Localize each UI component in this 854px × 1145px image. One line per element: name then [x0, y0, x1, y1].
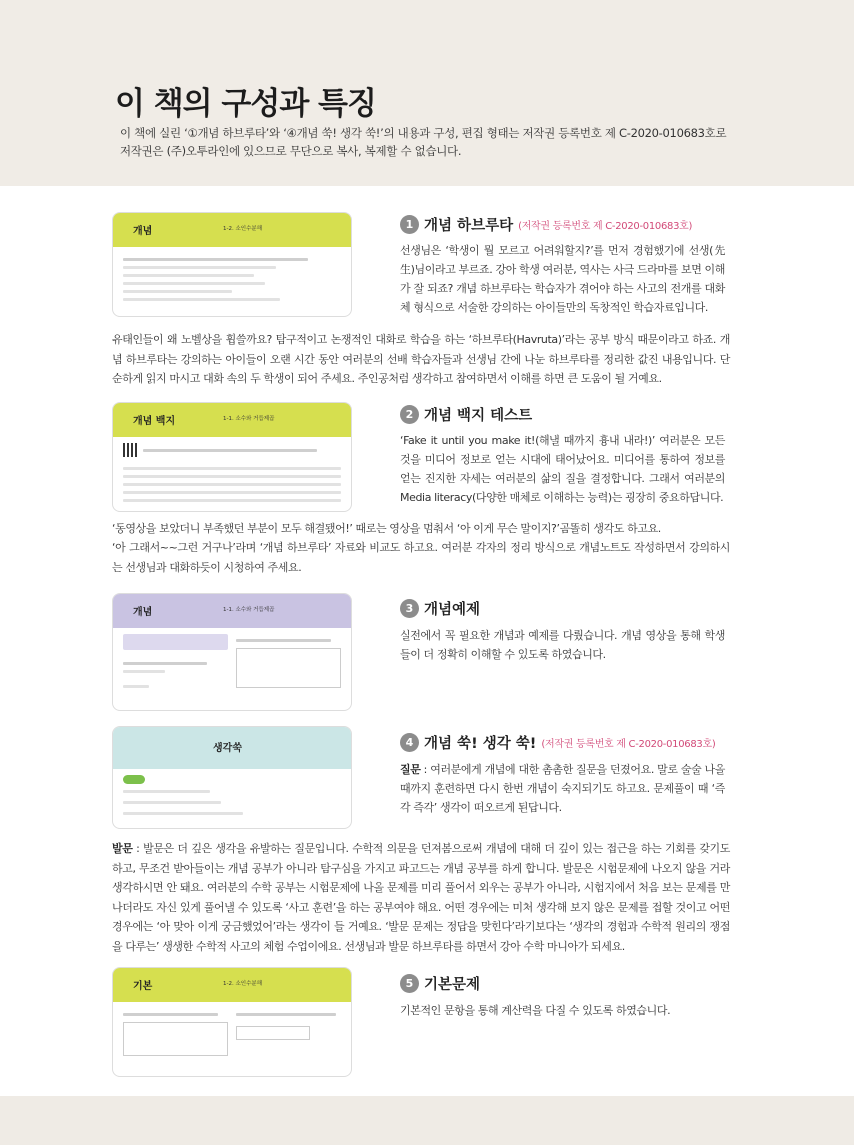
section-2-title: 개념 백지 테스트: [424, 408, 533, 424]
thumbnail-habruta: [112, 212, 352, 317]
thumbnail-concept-thought: [112, 726, 352, 829]
section-3-heading: [400, 598, 480, 619]
thumbnail-blank-test: [112, 402, 352, 512]
number-4-badge: 4: [400, 733, 419, 752]
number-5-badge: 5: [400, 974, 419, 993]
page-title: 이 책의 구성과 특징: [115, 86, 376, 122]
section-4-detail-text: : 발문은 더 깊은 생각을 유발하는 질문입니다. 수학적 의문을 던져봄으로써 개념에 대해 더 깊이 있는 접근을 하는 기회를 갖기도 하고, 무조건 받아들이는 개념 공부가 아니라 탐구심을 가지고 파고드는 개념 공부를 하게 합니다. 발문은 시험문제에 나오지 않을 거라 생각하시면 안 돼요. 여러분의 수학 공부는 시험문제에 나올 문제를 미리 풀어서 외우는 공부가 아니라, 시험지에서 처음 보는 문제를 만나더라도 자신 있게 풀어낼 수 있도록 ‘사고 훈련’을 하는 공부여야 해요. 어떤 경우에는 미처 생각해 보지 않은 문제를 접할 것이고 어떤 경우에는 ‘아 맞아 이게 궁금했었어’라는 생각이 들 거예요. ‘발문 문제는 정답을 맞힌다’라기보다는 ‘생각의 경험과 수학적 원리의 쟁점을 다루는’ 생생한 수학적 사고의 체험 수업이에요. 선생님과 발문 하브루타를 하면서 강아 수학 마니아가 되세요.: [112, 842, 730, 953]
green-badge: [123, 775, 145, 784]
thumb-unit: 1-1. 소수와 거듭제곱: [223, 607, 275, 613]
copyright-note: (저작권 등록번호 제 C-2020-010683호): [518, 221, 693, 232]
thumb-tag: 개념: [133, 226, 153, 237]
section-5-title: 기본문제: [424, 977, 481, 993]
thumbnail-example: [112, 593, 352, 711]
section-5-description: 기본적인 문항을 통해 계산력을 다질 수 있도록 하였습니다.: [400, 1004, 671, 1017]
section-4-description: [400, 760, 725, 817]
thumb-tag: 개념: [133, 607, 153, 618]
intro-text: 이 책에 실린 ‘①개념 하브루타’와 ‘④개념 쑥! 생각 쑥!’의 내용과 구성, 편집 형태는 저작권 등록번호 제 C-2020-010683호로 저작권은 (주)오투라인에 있으므로 무단으로 복사, 복제할 수 없습니다.: [120, 126, 727, 158]
section-5-heading: [400, 973, 480, 994]
number-1-badge: 1: [400, 215, 419, 234]
section-1-description: 선생님은 ‘학생이 뭘 모르고 어려워할지?’를 먼저 경험했기에 선생(先生)님이라고 부르죠. 강아 학생 여러분, 역사는 사극 드라마를 보면 이해가 잘 되죠? 개념 하브루타는 학습자가 겪어야 하는 사고의 전개를 대화체 형식으로 서술한 강의하는 아이들만의 독창적인 학습자료입니다.: [400, 244, 725, 314]
section-2-detail-2: ‘아 그래서~~그런 거구나’라며 ‘개념 하브루타’ 자료와 비교도 하고요. 여러분 각자의 정리 방식으로 개념노트도 작성하면서 강의하시는 선생님과 대화하듯이 시청하여 주세요.: [112, 541, 730, 574]
section-1-detail: 유태인들이 왜 노벨상을 휩쓸까요? 탐구적이고 논쟁적인 대화로 학습을 하는 ‘하브루타(Havruta)’라는 공부 방식 때문이라고 하죠. 개념 하브루타는 강의하는 아이들이 오랜 시간 동안 여러분의 선배 학습자들과 선생님 간에 나눈 하브루타를 정리한 값진 내용입니다. 단순하게 읽지 마시고 대화 속의 두 학생이 되어 주세요. 주인공처럼 생각하고 참여하면서 이해를 하면 큰 도움이 될 거예요.: [112, 333, 730, 385]
keyword-question: 질문: [400, 763, 421, 776]
section-4-title: 개념 쑥! 생각 쑥!: [424, 736, 537, 752]
footer-band: [0, 1096, 854, 1145]
section-4-description-text: : 여러분에게 개념에 대한 촘촘한 질문을 던졌어요. 말로 술술 나올 때까지 훈련하면 다시 한번 개념이 숙지되기도 하고요. 문제풀이 때 ‘즉각 즉각’ 생각이 떠오르게 된답니다.: [400, 763, 725, 814]
section-2-detail-1: ‘동영상을 보았더니 부족했던 부분이 모두 해결됐어!’ 때로는 영상을 멈춰서 ‘아 이게 무슨 말이지?’곰똘히 생각도 하고요.: [112, 522, 661, 535]
keyword-prompt: 발문: [112, 842, 133, 855]
section-3-description: 실전에서 꼭 필요한 개념과 예제를 다뤘습니다. 개념 영상을 통해 학생들이 더 정확히 이해할 수 있도록 하였습니다.: [400, 629, 725, 661]
section-2-description: ‘Fake it until you make it!(해낼 때까지 흉내 내라!)’ 여러분은 모든 것을 미디어 정보로 얻는 시대에 태어났어요. 미디어를 통하여 정보를 얻는 진지한 자세는 여러분의 삶의 질을 결정합니다. 그래서 여러분의 Media literacy(다양한 매체로 이해하는 능력)는 굉장히 중요하답니다.: [400, 434, 725, 504]
qr-code-icon: [123, 443, 137, 457]
thumb-unit: 1-2. 소인수분해: [223, 226, 263, 232]
thumb-unit: 1-1. 소수와 거듭제곱: [223, 416, 275, 422]
number-3-badge: 3: [400, 599, 419, 618]
section-2-heading: [400, 404, 532, 425]
section-1-heading: [400, 214, 692, 235]
thumbnail-basic-problems: [112, 967, 352, 1077]
section-4-heading: [400, 732, 715, 753]
thumb-tag: 기본: [133, 981, 153, 992]
section-3-title: 개념예제: [424, 602, 481, 618]
thumb-tag: 개념 백지: [133, 416, 176, 427]
copyright-note: (저작권 등록번호 제 C-2020-010683호): [541, 739, 716, 750]
thumb-unit: 1-2. 소인수분해: [223, 981, 263, 987]
thumb-tag: 생각쑥: [213, 743, 242, 754]
number-2-badge: 2: [400, 405, 419, 424]
section-4-detail: [112, 839, 730, 956]
section-1-title: 개념 하브루타: [424, 218, 514, 234]
